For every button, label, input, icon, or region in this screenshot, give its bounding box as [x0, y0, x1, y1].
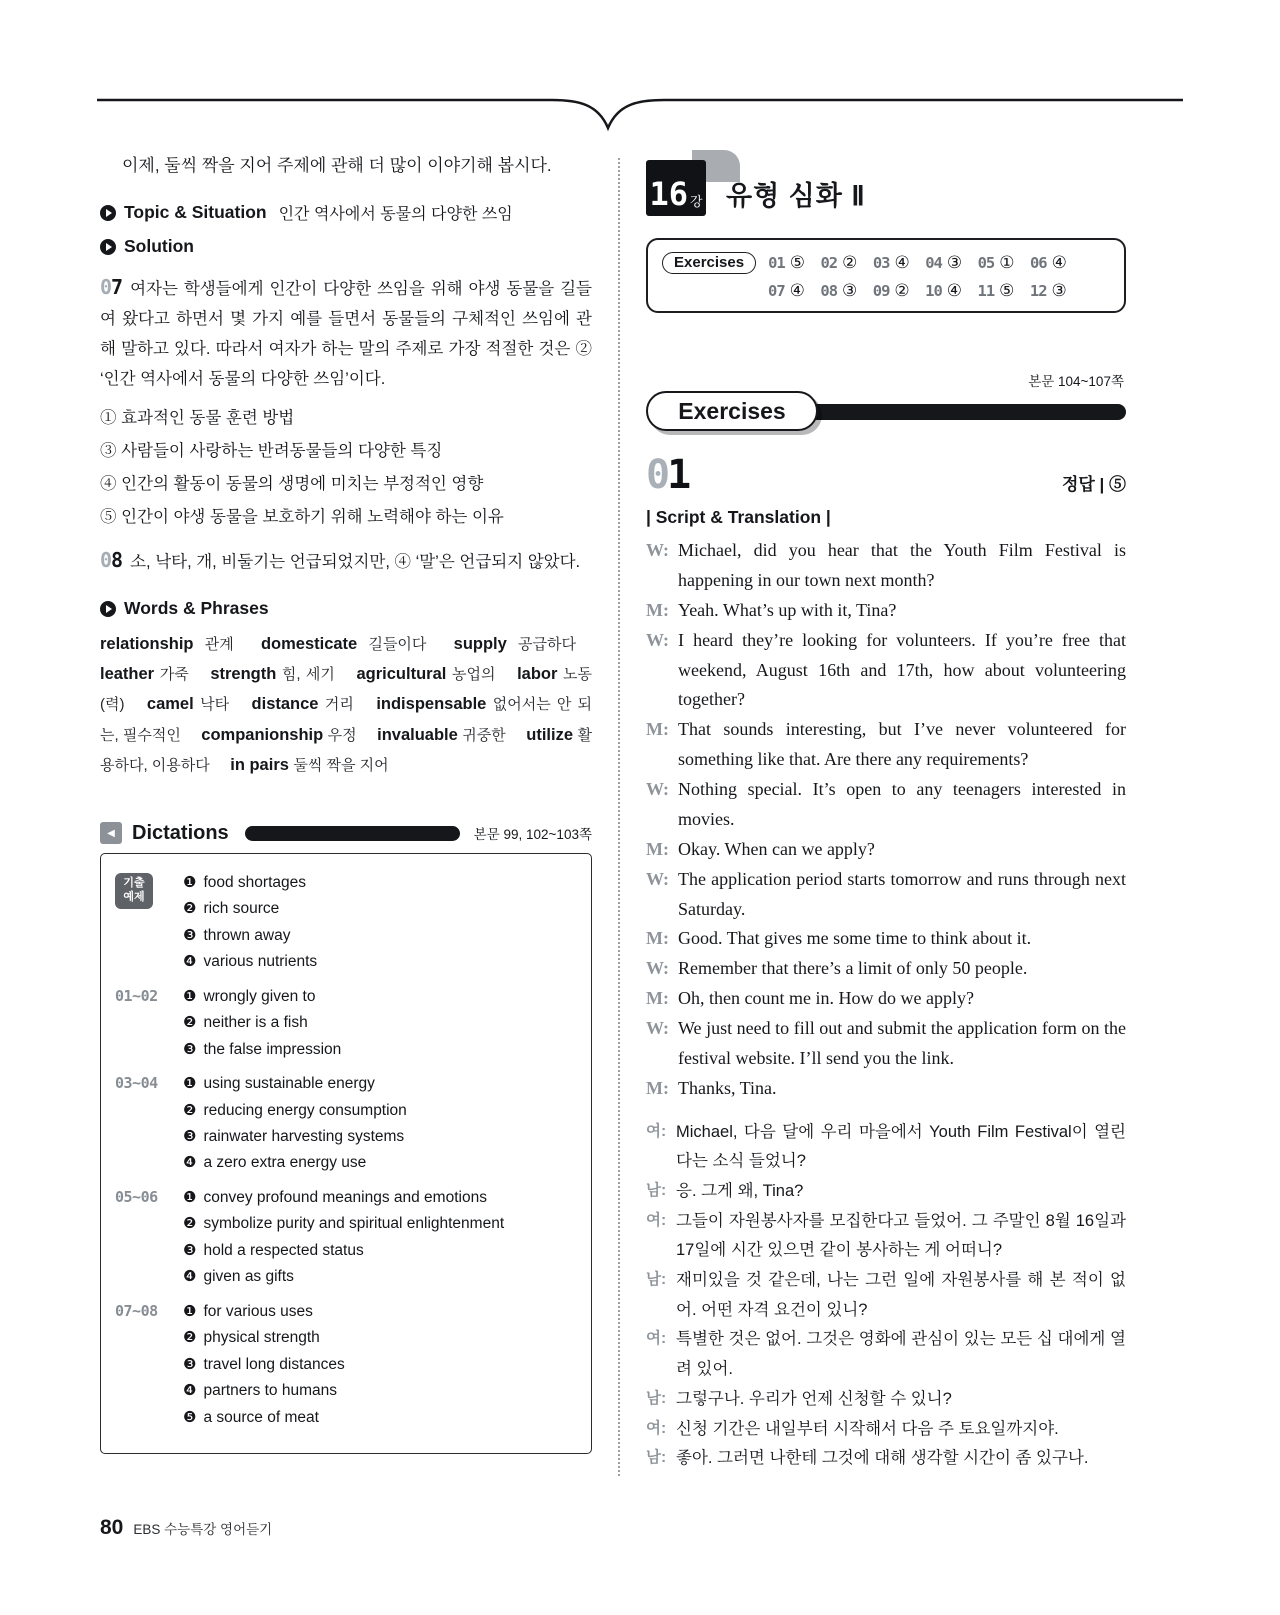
dictation-group-01-02 [115, 986, 575, 1065]
translation-line: 여: 그들이 자원봉사자를 모집한다고 들었어. 그 주말인 8월 16일과 17일에 시간 있으면 같이 봉사하는 게 어떠니? [646, 1207, 1126, 1266]
speaker-label: W: [646, 540, 670, 560]
answer-pair: 03 ④ [872, 253, 910, 272]
group-range-label: 05~06 [115, 1187, 158, 1206]
question-01-answer: 정답 | ⑤ [1061, 475, 1126, 494]
speaker-label: W: [646, 958, 670, 979]
word-entry: invaluable 귀중한 [377, 725, 506, 744]
speaker-label: 여: [646, 1419, 667, 1437]
word-entry: supply 공급하다 [453, 635, 577, 654]
answer-pair: 05 ① [977, 253, 1015, 272]
circled-4-icon: ❹ [183, 1154, 197, 1172]
back-arrow-icon: ◀ [100, 822, 122, 844]
circled-1-icon: ❶ [183, 987, 197, 1005]
dictation-item: ❶ for various uses [183, 1302, 313, 1320]
dictations-section [100, 822, 592, 1454]
translation-line: 남: 재미있을 것 같은데, 나는 그런 일에 자원봉사를 해 본 적이 없어. 어떤 자격 요건이 있니? [646, 1266, 1126, 1325]
question-number-08: 08 [100, 548, 123, 573]
solution-heading [100, 236, 592, 257]
dialogue-line: M: Yeah. What’s up with it, Tina? [646, 596, 1126, 626]
group-range-label: 01~02 [115, 986, 158, 1005]
translation-line: 남: 응. 그게 왜, Tina? [646, 1177, 1126, 1207]
answer-key-label: Exercises [662, 252, 756, 274]
speaker-label: 여: [646, 1330, 667, 1348]
dialogue-line: W: Michael, did you hear that the Youth Film Festival is happening in our town next month? [646, 536, 1126, 596]
word-entry: distance 거리 [251, 695, 354, 714]
word-entry: companionship 우정 [201, 725, 357, 744]
answer-key-box [646, 238, 1126, 313]
korean-translation [646, 1118, 1126, 1474]
word-entry: domesticate 길들이다 [260, 635, 427, 654]
dictations-header [100, 822, 592, 845]
dialogue-line: W: Remember that there’s a limit of only 50 people. [646, 954, 1126, 984]
circled-2-icon: ❷ [183, 900, 197, 918]
translation-line: 남: 그렇구나. 우리가 언제 신청할 수 있니? [646, 1385, 1126, 1415]
dictation-item: ❶ wrongly given to [183, 987, 316, 1005]
dictation-item: ❸ the false impression [183, 1040, 342, 1058]
speaker-label: 남: [646, 1182, 667, 1199]
dictation-item: ❸ rainwater harvesting systems [183, 1128, 405, 1146]
group-range-label: 03~04 [115, 1074, 158, 1093]
dictations-banner-bar [245, 826, 460, 841]
dictation-item: ❷ rich source [183, 900, 280, 918]
dictation-item: ❹ a zero extra energy use [183, 1154, 367, 1172]
speaker-label: W: [646, 779, 670, 799]
dictation-item: ❸ travel long distances [183, 1355, 345, 1373]
question-number-07: 07 [100, 275, 123, 300]
topic-situation-text: 인간 역사에서 동물의 다양한 쓰임 [278, 206, 513, 224]
word-entry: strength 힘, 세기 [210, 665, 335, 684]
circled-3-icon: ❸ [183, 1040, 197, 1058]
topic-situation-label: Topic & Situation [124, 202, 267, 223]
solution-07-text: 여자는 학생들에게 인간이 다양한 쓰임을 위해 야생 동물을 길들여 왔다고 하면서 몇 가지 예를 들면서 동물들의 구체적인 쓰임에 관해 말하고 있다. 따라서 여자가 하는 말의 주제로 가장 적절한 것은 ② ‘인간 역사에서 동물의 다양한 쓰임’이다. [100, 280, 592, 388]
circled-1-icon: ❶ [183, 1188, 197, 1206]
dictation-item: ❸ thrown away [183, 926, 291, 944]
dictation-item: ❷ neither is a fish [183, 1014, 308, 1032]
choice-4: ④ 인간의 활동이 동물의 생명에 미치는 부정적인 영향 [100, 475, 484, 494]
column-divider [618, 158, 620, 1476]
circled-4-icon: ❹ [183, 953, 197, 971]
word-entry: indispensable 없어서는 안 되는, 필수적인 [100, 695, 592, 744]
solution-08-text: 소, 낙타, 개, 비둘기는 언급되었지만, ④ ‘말’은 언급되지 않았다. [130, 553, 581, 572]
dictation-item: ❹ partners to humans [183, 1382, 337, 1400]
answer-pair: 07 ④ [768, 281, 805, 300]
speaker-label: M: [646, 928, 669, 949]
speaker-label: M: [646, 1077, 669, 1098]
question-number-01: 01 [646, 452, 689, 498]
page-number: 80 [100, 1516, 124, 1539]
circled-4-icon: ❹ [183, 1382, 197, 1400]
dictation-item: ❶ food shortages [183, 873, 306, 891]
circled-1-icon: ❶ [183, 873, 197, 891]
dialogue-line: M: Good. That gives me some time to think about it. [646, 924, 1126, 954]
play-icon [100, 601, 116, 617]
dictation-item: ❶ using sustainable energy [183, 1075, 375, 1093]
dialogue-line: M: Thanks, Tina. [646, 1074, 1126, 1104]
translation-line: 여: Michael, 다음 달에 우리 마을에서 Youth Film Festival이 열린다는 소식 들었니? [646, 1118, 1126, 1177]
play-icon [100, 205, 116, 221]
dialogue-line: M: Oh, then count me in. How do we apply? [646, 984, 1126, 1014]
question-01-header [646, 452, 1126, 498]
answer-key-row-2 [662, 281, 1110, 301]
circled-2-icon: ❷ [183, 1101, 197, 1119]
choice-3: ③ 사람들이 사랑하는 반려동물들의 다양한 특징 [100, 442, 443, 461]
answer-key-row-1 [768, 253, 1078, 273]
dialogue-line: M: Okay. When can we apply? [646, 835, 1126, 865]
topic-situation-heading [100, 201, 592, 224]
choice-5: ⑤ 인간이 야생 동물을 보호하기 위해 노력해야 하는 이유 [100, 508, 504, 527]
word-entry: utilize 활용하다, 이용하다 [100, 725, 592, 774]
solution-08 [100, 542, 592, 578]
dictation-item: ❹ various nutrients [183, 953, 318, 971]
exercises-section-label: Exercises [646, 391, 818, 431]
dictation-group-07-08 [115, 1301, 575, 1433]
circled-3-icon: ❸ [183, 1355, 197, 1373]
speaker-label: W: [646, 1018, 670, 1038]
script-translation-label: | Script & Translation | [646, 507, 831, 527]
page-footer [100, 1516, 272, 1540]
play-icon [100, 239, 116, 255]
circled-3-icon: ❸ [183, 1128, 197, 1146]
words-phrases-label: Words & Phrases [124, 598, 269, 619]
dialogue-continuation-text: 이제, 둘씩 짝을 지어 주제에 관해 더 많이 이야기해 봅시다. [122, 156, 552, 175]
solution-label: Solution [124, 236, 194, 257]
dialogue-line: W: I heard they’re looking for volunteers. If you’re free that weekend, August 16th and 17th, how about volunteering together? [646, 626, 1126, 716]
translation-line: 여: 신청 기간은 내일부터 시작해서 다음 주 토요일까지야. [646, 1415, 1126, 1445]
speaker-label: 남: [646, 1271, 667, 1289]
answer-pair: 12 ③ [1029, 281, 1067, 300]
left-column [100, 152, 592, 1454]
speaker-label: 남: [646, 1449, 667, 1467]
speaker-label: 여: [646, 1211, 667, 1229]
dictation-group-05-06 [115, 1187, 575, 1293]
speaker-label: M: [646, 838, 669, 859]
circled-1-icon: ❶ [183, 1075, 197, 1093]
chapter-number-badge [646, 160, 706, 216]
top-rule [0, 86, 1280, 142]
word-entry: camel 낙타 [146, 695, 230, 714]
solution-07 [100, 269, 592, 394]
dictation-item: ❷ symbolize purity and spiritual enlightenment [183, 1215, 505, 1233]
circled-2-icon: ❷ [183, 1014, 197, 1032]
answer-pair: 01 ⑤ [768, 253, 805, 272]
dialogue-line: W: The application period starts tomorrow and runs through next Saturday. [646, 865, 1126, 925]
word-entry: relationship 관계 [100, 635, 234, 654]
answer-pair: 08 ③ [820, 281, 858, 300]
speaker-label: W: [646, 629, 670, 650]
answer-pair: 09 ② [872, 281, 910, 300]
dictation-item: ❹ given as gifts [183, 1268, 294, 1286]
book-imprint: EBS 수능특강 영어듣기 [133, 1522, 273, 1537]
dictation-item: ❶ convey profound meanings and emotions [183, 1188, 487, 1206]
circled-2-icon: ❷ [183, 1215, 197, 1233]
answer-pair: 02 ② [820, 253, 858, 272]
words-phrases-heading [100, 598, 592, 619]
circled-2-icon: ❷ [183, 1329, 197, 1347]
dictation-group-exam [115, 872, 575, 978]
dictations-page-ref: 본문 99, 102~103쪽 [473, 827, 592, 843]
word-entry: in pairs 둘씩 짝을 지어 [230, 755, 389, 774]
words-phrases-list [100, 629, 592, 780]
exercises-section-header [646, 374, 1126, 435]
speaker-label: M: [646, 988, 669, 1009]
circled-4-icon: ❹ [183, 1268, 197, 1286]
exam-example-badge: 기출 예제 [115, 873, 153, 909]
speaker-label: W: [646, 868, 670, 889]
dictations-box [100, 853, 592, 1454]
chapter-number: 16 [649, 175, 688, 213]
dialogue-line: M: That sounds interesting, but I’ve never volunteered for something like that. Are there any requirements? [646, 715, 1126, 775]
dictation-item: ❷ physical strength [183, 1329, 320, 1347]
word-entry: agricultural 농업의 [356, 665, 496, 684]
word-entry: leather 가죽 [100, 665, 189, 684]
exercises-page-ref: 본문 104~107쪽 [1028, 374, 1124, 389]
dictation-item: ❺ a source of meat [183, 1408, 319, 1426]
circled-1-icon: ❶ [183, 1302, 197, 1320]
dialogue-line: W: We just need to fill out and submit the application form on the festival website. I’ll send you the link. [646, 1014, 1126, 1074]
speaker-label: 남: [646, 1389, 667, 1407]
speaker-label: M: [646, 599, 669, 620]
right-column [646, 158, 1126, 1474]
answer-pair: 04 ③ [925, 253, 963, 272]
choice-1: ① 효과적인 동물 훈련 방법 [100, 409, 295, 428]
speaker-label: M: [646, 719, 669, 740]
speaker-label: 여: [646, 1122, 667, 1140]
translation-line: 여: 특별한 것은 없어. 그것은 영화에 관심이 있는 모든 십 대에게 열려 있어. [646, 1325, 1126, 1384]
word-entry: labor 노동(력) [100, 665, 592, 714]
group-range-label: 07~08 [115, 1301, 158, 1320]
dictations-title: Dictations [132, 821, 229, 844]
dictation-group-03-04 [115, 1073, 575, 1179]
chapter-number-suffix: 강 [689, 194, 703, 209]
circled-5-icon: ❺ [183, 1408, 197, 1426]
dialogue-line: W: Nothing special. It’s open to any teenagers interested in movies. [646, 775, 1126, 835]
circled-3-icon: ❸ [183, 926, 197, 944]
translation-line: 남: 좋아. 그러면 나한테 그것에 대해 생각할 시간이 좀 있구나. [646, 1444, 1126, 1474]
english-dialogue [646, 536, 1126, 1104]
dictation-item: ❸ hold a respected status [183, 1241, 364, 1259]
answer-pair: 11 ⑤ [977, 281, 1015, 300]
answer-pair: 10 ④ [925, 281, 963, 300]
answer-pair: 06 ④ [1029, 253, 1067, 272]
dictation-item: ❷ reducing energy consumption [183, 1101, 407, 1119]
chapter-title: 유형 심화 Ⅱ [726, 181, 866, 211]
chapter-header [646, 158, 1126, 220]
circled-3-icon: ❸ [183, 1241, 197, 1259]
